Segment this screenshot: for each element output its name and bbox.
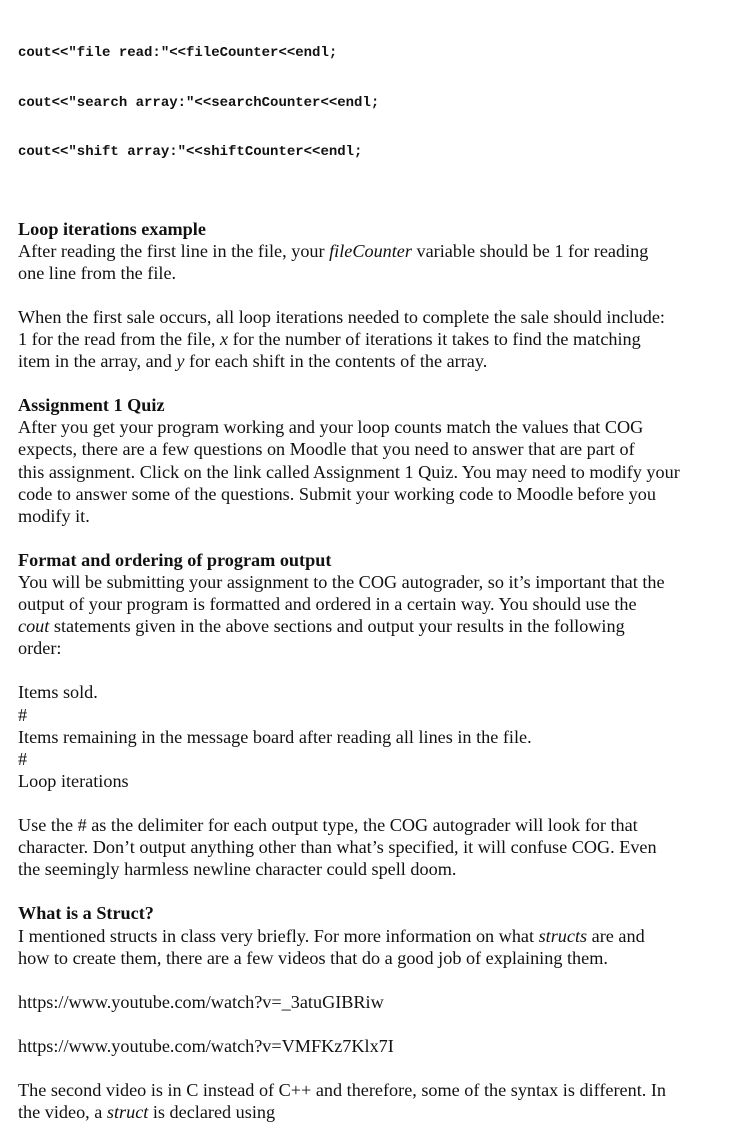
blank-line (18, 527, 680, 549)
heading-text: Format and ordering of program output (18, 550, 331, 570)
blank-line (18, 969, 680, 991)
text-segment: Items remaining in the message board after reading all lines in the file. (18, 727, 532, 747)
text-line (18, 461, 680, 483)
section-heading (18, 549, 680, 571)
text-segment: how to create them, there are a few videos that do a good job of explaining them. (18, 948, 608, 968)
text-line (18, 858, 680, 880)
text-segment: character. Don’t output anything other than what’s specified, it will confuse COG. Even (18, 837, 657, 857)
italic-text: cout (18, 616, 49, 636)
text-line (18, 991, 680, 1013)
blank-line (18, 659, 680, 681)
text-line (18, 328, 680, 350)
section-heading (18, 902, 680, 924)
text-segment: Use the # as the delimiter for each output type, the COG autograder will look for that (18, 815, 638, 835)
code-line: cout<<"shift array:"<<shiftCounter<<endl; (18, 144, 680, 161)
text-line (18, 438, 680, 460)
text-line (18, 814, 680, 836)
text-segment: statements given in the above sections and output your results in the following (49, 616, 624, 636)
text-line (18, 681, 680, 703)
italic-text: x (220, 329, 228, 349)
document-page (18, 12, 680, 1123)
italic-text: struct (107, 1102, 148, 1122)
italic-text: y (176, 351, 184, 371)
text-line (18, 350, 680, 372)
text-line (18, 306, 680, 328)
text-segment: After you get your program working and your loop counts match the values that COG (18, 417, 643, 437)
italic-text: fileCounter (329, 241, 412, 261)
document-body (18, 218, 680, 1123)
text-segment: this assignment. Click on the link called Assignment 1 Quiz. You may need to modify your (18, 462, 680, 482)
heading-text: Loop iterations example (18, 219, 206, 239)
text-segment: the seemingly harmless newline character could spell doom. (18, 859, 456, 879)
text-segment: After reading the first line in the file, your (18, 241, 329, 261)
text-line (18, 615, 680, 637)
text-segment: expects, there are a few questions on Moodle that you need to answer that are part of (18, 439, 635, 459)
blank-line (18, 1057, 680, 1079)
code-line: cout<<"search array:"<<searchCounter<<endl; (18, 95, 680, 112)
video-link[interactable]: https://www.youtube.com/watch?v=_3atuGIBRiw (18, 992, 384, 1012)
text-line (18, 1079, 680, 1101)
text-segment: Items sold. (18, 682, 98, 702)
text-segment: # (18, 749, 27, 769)
text-segment: 1 for the read from the file, (18, 329, 220, 349)
text-segment: is declared using (148, 1102, 275, 1122)
video-link[interactable]: https://www.youtube.com/watch?v=VMFKz7Klx7I (18, 1036, 394, 1056)
text-segment: for each shift in the contents of the array. (184, 351, 487, 371)
text-line (18, 836, 680, 858)
text-line (18, 947, 680, 969)
heading-text: What is a Struct? (18, 903, 154, 923)
text-segment: modify it. (18, 506, 90, 526)
text-segment: variable should be 1 for reading (412, 241, 648, 261)
text-line (18, 1101, 680, 1123)
heading-text: Assignment 1 Quiz (18, 395, 165, 415)
text-line (18, 483, 680, 505)
text-segment: item in the array, and (18, 351, 176, 371)
text-line (18, 593, 680, 615)
text-line (18, 505, 680, 527)
text-segment: Loop iterations (18, 771, 129, 791)
code-block (18, 12, 680, 194)
text-line (18, 1035, 680, 1057)
text-segment: When the first sale occurs, all loop iterations needed to complete the sale should include: (18, 307, 665, 327)
text-segment: The second video is in C instead of C++ and therefore, some of the syntax is different. In (18, 1080, 666, 1100)
text-segment: one line from the file. (18, 263, 176, 283)
text-line (18, 416, 680, 438)
italic-text: structs (539, 926, 588, 946)
text-line (18, 748, 680, 770)
text-line (18, 262, 680, 284)
text-line (18, 571, 680, 593)
text-line (18, 770, 680, 792)
text-segment: order: (18, 638, 61, 658)
text-segment: I mentioned structs in class very briefly. For more information on what (18, 926, 539, 946)
text-line (18, 637, 680, 659)
text-segment: the video, a (18, 1102, 107, 1122)
section-heading (18, 218, 680, 240)
text-segment: for the number of iterations it takes to find the matching (228, 329, 641, 349)
text-segment: # (18, 705, 27, 725)
blank-line (18, 372, 680, 394)
text-segment: code to answer some of the questions. Submit your working code to Moodle before you (18, 484, 656, 504)
text-segment: You will be submitting your assignment to the COG autograder, so it’s important that the (18, 572, 665, 592)
section-heading (18, 394, 680, 416)
code-line: cout<<"file read:"<<fileCounter<<endl; (18, 45, 680, 62)
text-line (18, 704, 680, 726)
blank-line (18, 284, 680, 306)
blank-line (18, 880, 680, 902)
text-line (18, 925, 680, 947)
text-line (18, 726, 680, 748)
text-line (18, 240, 680, 262)
text-segment: are and (587, 926, 645, 946)
text-segment: output of your program is formatted and ordered in a certain way. You should use the (18, 594, 637, 614)
blank-line (18, 792, 680, 814)
